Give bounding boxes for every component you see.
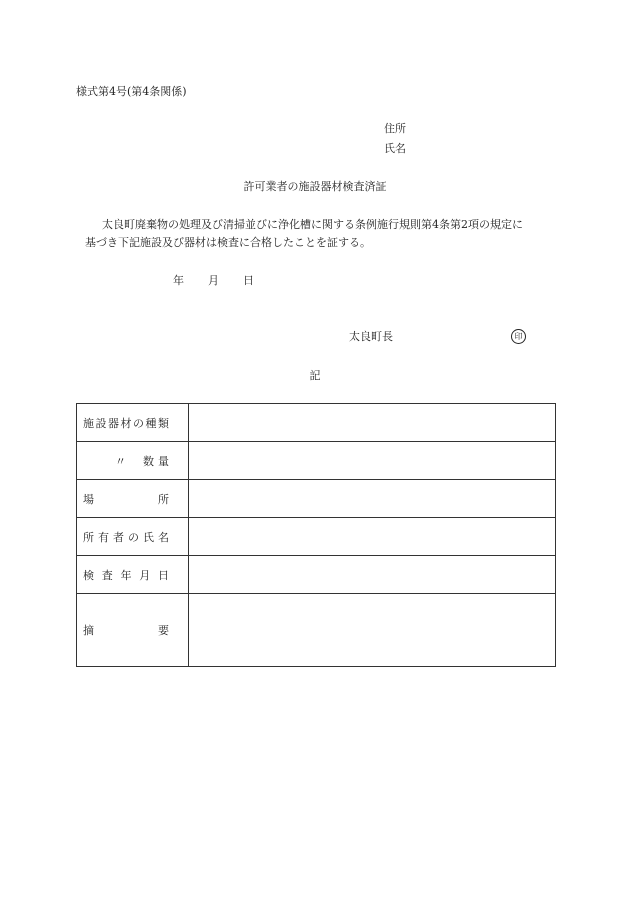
label-char: 氏 xyxy=(143,530,154,544)
label-char: 種 xyxy=(145,416,157,430)
label-char: 材 xyxy=(120,416,132,430)
seal-mark: 印 xyxy=(511,329,526,344)
value-equipment-type[interactable] xyxy=(189,404,556,442)
date-year-label: 年 xyxy=(173,274,184,287)
label-text xyxy=(83,567,169,583)
document-title: 許可業者の施設器材検査済証 xyxy=(243,180,387,193)
value-inspection-date[interactable] xyxy=(189,556,556,594)
label-char: 者 xyxy=(113,530,124,544)
label-text xyxy=(83,415,169,431)
value-location[interactable] xyxy=(189,480,556,518)
value-quantity[interactable] xyxy=(189,442,556,480)
table-row xyxy=(77,518,556,556)
label-text xyxy=(83,491,169,507)
label-char: 場 xyxy=(83,492,94,506)
label-char: の xyxy=(128,530,139,544)
form-number: 様式第4号(第4条関係) xyxy=(76,85,187,98)
label-char: 有 xyxy=(98,530,109,544)
table-row xyxy=(77,594,556,667)
issuer-mayor: 太良町長 xyxy=(349,330,393,343)
label-char: 所 xyxy=(83,530,94,544)
label-text xyxy=(83,529,169,545)
ki-heading: 記 xyxy=(309,369,321,382)
label-text xyxy=(83,453,169,469)
body-text-line-1: 太良町廃棄物の処理及び清掃並びに浄化槽に関する条例施行規則第4条第2項の規定に xyxy=(102,218,523,231)
date-month-label: 月 xyxy=(208,274,219,287)
table-row xyxy=(77,480,556,518)
label-char: 数 xyxy=(143,454,154,468)
ditto-mark: 〃 xyxy=(115,454,126,468)
label-char: 量 xyxy=(158,454,169,468)
label-char: の xyxy=(133,416,144,430)
table-row xyxy=(77,442,556,480)
row-label-summary xyxy=(77,594,189,667)
value-summary[interactable] xyxy=(189,594,556,667)
address-label: 住所 xyxy=(384,122,406,135)
label-char: 要 xyxy=(158,624,169,637)
label-char: 所 xyxy=(158,492,169,506)
label-char: 月 xyxy=(139,568,151,582)
row-label-owner-name xyxy=(77,518,189,556)
label-char: 類 xyxy=(158,416,169,430)
label-char: 器 xyxy=(108,416,119,430)
label-char: 施 xyxy=(83,416,94,430)
label-char: 設 xyxy=(95,416,107,430)
label-char: 査 xyxy=(101,568,113,582)
label-char: 検 xyxy=(83,568,94,582)
inspection-table xyxy=(76,403,556,667)
body-text-line-2: 基づき下記施設及び器材は検査に合格したことを証する。 xyxy=(85,236,371,249)
label-char: 年 xyxy=(120,568,132,582)
value-owner-name[interactable] xyxy=(189,518,556,556)
table-row xyxy=(77,556,556,594)
label-char: 名 xyxy=(158,530,169,544)
date-day-label: 日 xyxy=(243,274,254,287)
row-label-location xyxy=(77,480,189,518)
name-label: 氏名 xyxy=(384,142,406,155)
label-char: 日 xyxy=(158,568,169,582)
label-char: 摘 xyxy=(83,624,94,637)
row-label-equipment-type xyxy=(77,404,189,442)
table-row xyxy=(77,404,556,442)
label-text xyxy=(83,622,169,638)
row-label-quantity xyxy=(77,442,189,480)
row-label-inspection-date xyxy=(77,556,189,594)
